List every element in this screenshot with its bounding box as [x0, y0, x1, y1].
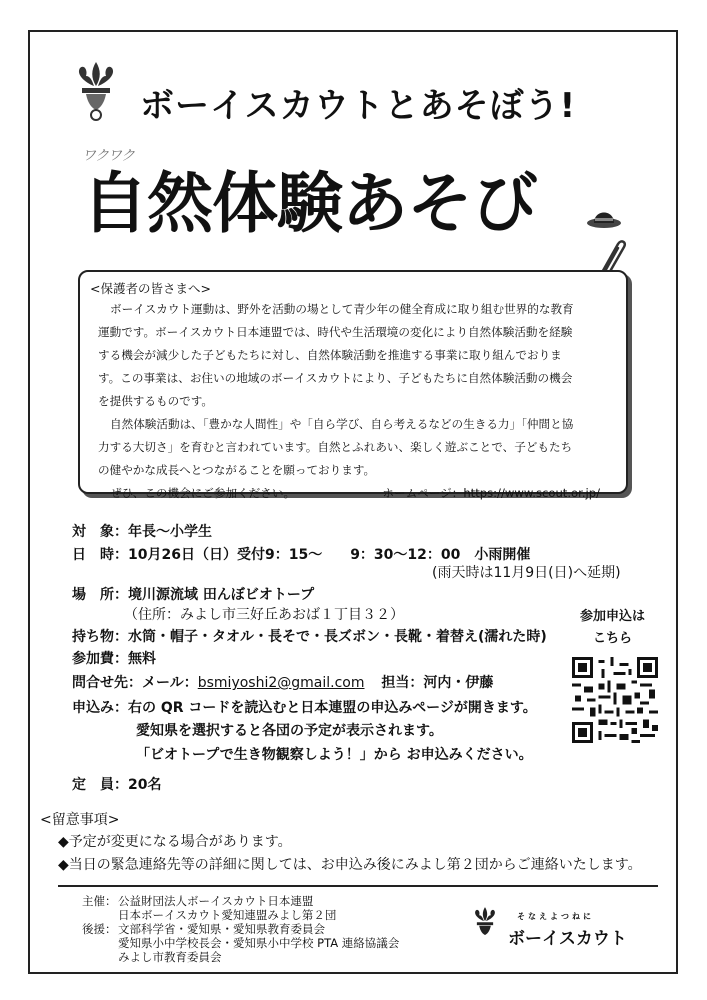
notice-line: 自然体験活動は、「豊かな人間性」や「自ら学び、自ら考えるなどの生きる力」「仲間と協 — [110, 417, 574, 431]
support-line: 愛知県小中学校長会・愛知県小中学校 PTA 連絡協議会 — [118, 936, 400, 950]
fleur-de-lis-icon — [72, 60, 120, 122]
footer-divider — [58, 885, 658, 887]
datetime-row: 日 時：10月26日（日）受付9：15～ 9：30～12：00 小雨開催 — [72, 547, 531, 563]
support-line: 文部科学省・愛知県・愛知県教育委員会 — [118, 922, 325, 936]
host-label: 主催： — [82, 894, 117, 908]
qr-code-icon[interactable] — [572, 657, 658, 743]
brand-motto: そなえよつねに — [517, 912, 594, 921]
apply-label — [580, 606, 645, 650]
remark-item: ◆予定が変更になる場合があります。 — [58, 834, 292, 850]
page-heading: ボーイスカウトとあそぼう! — [140, 86, 577, 126]
target-row: 対 象：年長～小学生 — [72, 524, 212, 540]
notice-line: す。この事業は、お住いの地域のボーイスカウトにより、子どもたちに自然体験活動の機会 — [98, 371, 573, 385]
support-label: 後援： — [82, 922, 117, 936]
host-line: 日本ボーイスカウト愛知連盟みよし第２団 — [118, 908, 337, 922]
notice-line: 力する大切さ」を育むと言われています。自然とふれあい、楽しく遊ぶことで、子どもたち — [98, 440, 573, 454]
capacity-row: 定 員：20名 — [72, 777, 162, 793]
hat-icon — [586, 205, 622, 229]
support-line: みよし市教育委員会 — [118, 950, 222, 964]
event-title: 自然体験あそび — [82, 165, 537, 242]
apply-label-line: 参加申込は — [580, 609, 646, 624]
email-link[interactable]: bsmiyoshi2@gmail.com — [197, 675, 365, 691]
contact-label: 問合せ先：メール： — [72, 675, 198, 691]
rain-note: (雨天時は11月9日(日)へ延期) — [432, 565, 621, 581]
notice-line: ボーイスカウト運動は、野外を活動の場として青少年の健全育成に取り組む世界的な教育 — [110, 302, 574, 316]
contact-person: 担当：河内・伊藤 — [381, 675, 494, 691]
remark-item: ◆当日の緊急連絡先等の詳細に関しては、お申込み後にみよし第２団からご連絡いたします。 — [58, 857, 642, 873]
fleur-de-lis-icon — [470, 906, 500, 942]
fee-row: 参加費：無料 — [72, 651, 156, 667]
homepage-link[interactable]: ホームページ：https://www.scout.or.jp/ — [382, 486, 600, 500]
notice-box — [78, 270, 628, 500]
notice-line: する機会が減少した子どもたちに対し、自然体験活動を推進する事業に取り組んでおりま — [98, 348, 562, 362]
notice-closing: ぜひ、この機会にご参加ください。 — [110, 486, 296, 500]
notice-line: を提供するものです。 — [98, 394, 214, 408]
apply-label-line: こちら — [593, 631, 633, 646]
brand-name: ボーイスカウト — [508, 929, 627, 949]
apply-row: 申込み：右の QR コードを読込むと日本連盟の申込みページが開きます。 — [72, 700, 537, 716]
address-row: （住所：みよし市三好丘あおば１丁目３２） — [124, 607, 404, 623]
items-row: 持ち物：水筒・帽子・タオル・長そで・長ズボン・長靴・着替え(濡れた時) — [72, 629, 547, 645]
title-prefix: ワクワク — [82, 148, 134, 164]
contact-row — [72, 672, 493, 692]
host-line: 公益財団法人ボーイスカウト日本連盟 — [118, 894, 314, 908]
remarks-heading: <留意事項> — [40, 812, 120, 828]
place-row: 場 所：境川源流域 田んぼビオトープ — [72, 587, 315, 603]
apply-row: 愛知県を選択すると各団の予定が表示されます。 — [136, 723, 443, 739]
notice-line: 運動です。ボーイスカウト日本連盟では、時代や生活環境の変化により自然体験活動を経験 — [98, 325, 573, 339]
notice-heading: <保護者の皆さまへ> — [90, 281, 211, 296]
apply-row: 「ビオトープで生き物観察しよう！」から お申込みください。 — [136, 747, 533, 763]
notice-line: の健やかな成長へとつながることを願っております。 — [98, 463, 376, 477]
notice-footer-line — [98, 482, 612, 505]
